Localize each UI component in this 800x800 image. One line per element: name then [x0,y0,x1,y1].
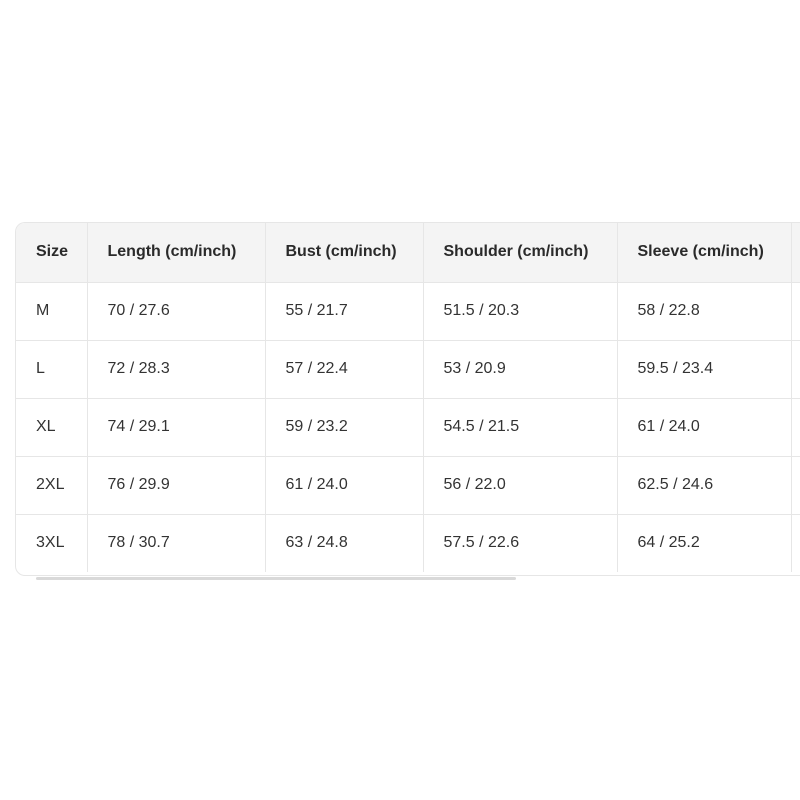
cell-overflow [791,398,800,456]
cell-overflow [791,282,800,340]
cell-shoulder: 53 / 20.9 [423,340,617,398]
cell-sleeve: 61 / 24.0 [617,398,791,456]
cell-size: XL [16,398,87,456]
size-chart-table [16,223,800,572]
cell-bust: 57 / 22.4 [265,340,423,398]
cell-shoulder: 51.5 / 20.3 [423,282,617,340]
table-row [16,514,800,572]
cell-sleeve: 64 / 25.2 [617,514,791,572]
cell-sleeve: 59.5 / 23.4 [617,340,791,398]
size-chart-table-container[interactable] [15,222,800,576]
cell-overflow [791,340,800,398]
header-sleeve: Sleeve (cm/inch) [617,223,791,282]
cell-shoulder: 56 / 22.0 [423,456,617,514]
cell-bust: 59 / 23.2 [265,398,423,456]
cell-size: 3XL [16,514,87,572]
cell-length: 72 / 28.3 [87,340,265,398]
cell-sleeve: 62.5 / 24.6 [617,456,791,514]
cell-bust: 55 / 21.7 [265,282,423,340]
cell-size: L [16,340,87,398]
cell-bust: 63 / 24.8 [265,514,423,572]
cell-length: 74 / 29.1 [87,398,265,456]
header-size: Size [16,223,87,282]
table-row [16,282,800,340]
cell-length: 76 / 29.9 [87,456,265,514]
cell-sleeve: 58 / 22.8 [617,282,791,340]
table-row [16,398,800,456]
cell-shoulder: 57.5 / 22.6 [423,514,617,572]
cell-size: 2XL [16,456,87,514]
cell-bust: 61 / 24.0 [265,456,423,514]
cell-size: M [16,282,87,340]
cell-overflow [791,514,800,572]
header-bust: Bust (cm/inch) [265,223,423,282]
table-row [16,340,800,398]
table-row [16,456,800,514]
horizontal-scrollbar[interactable] [36,577,516,580]
cell-length: 78 / 30.7 [87,514,265,572]
cell-overflow [791,456,800,514]
cell-length: 70 / 27.6 [87,282,265,340]
header-shoulder: Shoulder (cm/inch) [423,223,617,282]
table-header-row [16,223,800,282]
cell-shoulder: 54.5 / 21.5 [423,398,617,456]
header-length: Length (cm/inch) [87,223,265,282]
header-overflow [791,223,800,282]
